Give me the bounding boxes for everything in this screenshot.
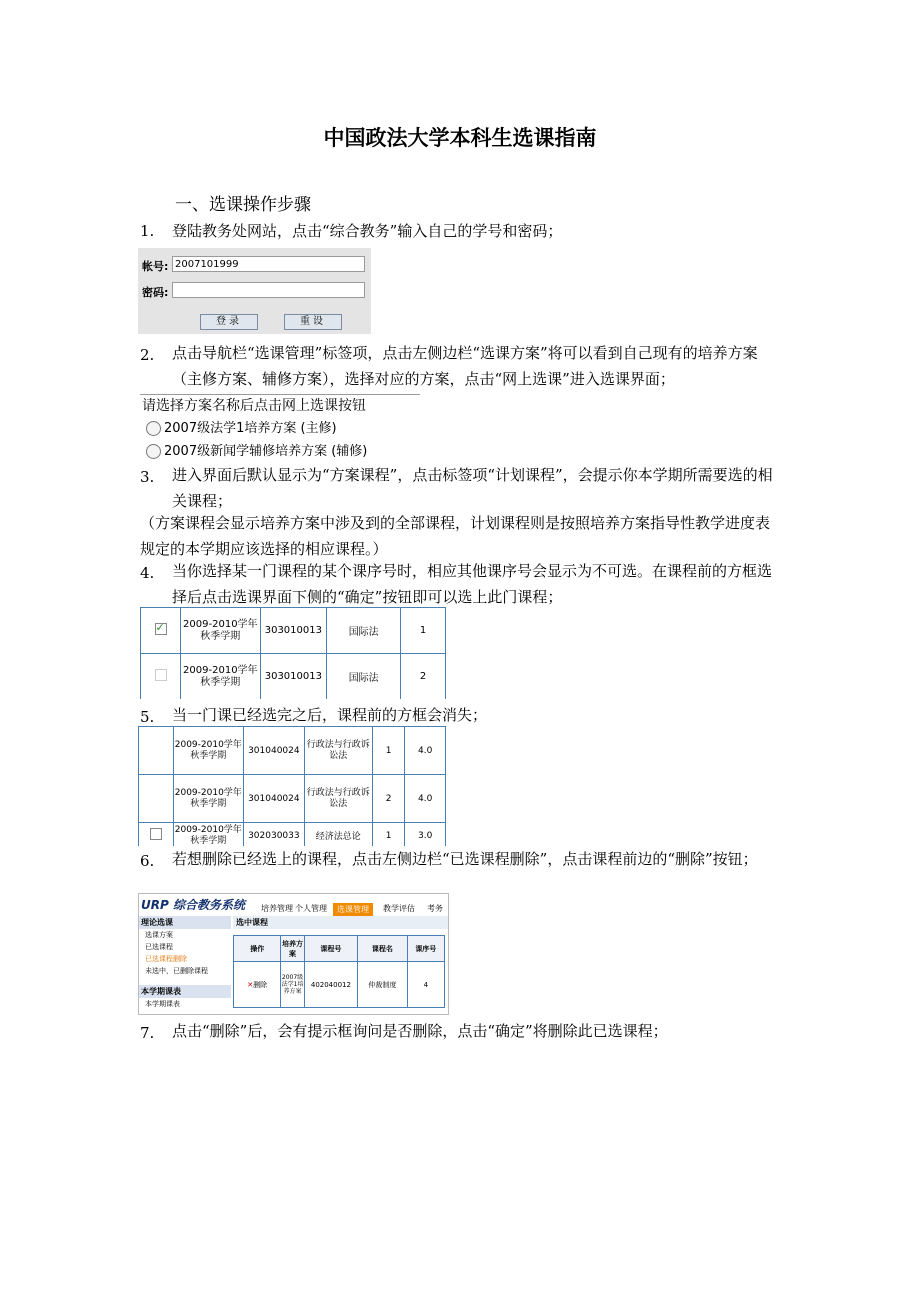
seq-cell: 1 <box>401 608 446 654</box>
selected-course-table-screenshot <box>138 726 446 846</box>
credit-cell: 4.0 <box>405 727 446 775</box>
nav-tab-evaluation[interactable]: 教学评估 <box>383 904 415 913</box>
course-table-screenshot <box>140 607 446 699</box>
seq-cell: 4 <box>407 962 444 1008</box>
seq-cell: 2 <box>372 775 405 823</box>
page-title: 中国政法大学本科生选课指南 <box>323 126 597 150</box>
checkbox-cell <box>139 775 174 823</box>
account-field[interactable]: 2007101999 <box>172 256 365 272</box>
course-code-cell: 402040012 <box>304 962 358 1008</box>
course-code-cell: 303010013 <box>260 608 327 654</box>
nav-tab-exam[interactable]: 考务 <box>427 904 443 913</box>
login-form-screenshot <box>138 248 371 334</box>
step-number: 4. <box>140 564 155 582</box>
step-number: 1. <box>140 222 155 240</box>
credit-cell: 3.0 <box>405 823 446 847</box>
sidebar-section-title: 理论选课 <box>139 916 231 929</box>
step-number: 6. <box>140 852 155 870</box>
col-header-action: 操作 <box>234 936 281 962</box>
step-number: 2. <box>140 346 155 364</box>
radio-icon[interactable] <box>146 421 161 436</box>
checkbox-cell <box>139 727 174 775</box>
course-code-cell: 301040024 <box>243 727 304 775</box>
reset-button[interactable]: 重设 <box>284 314 342 330</box>
nav-tab-training[interactable]: 培养管理 <box>261 904 293 913</box>
note-text: （方案课程会显示培养方案中涉及到的全部课程，计划课程则是按照培养方案指导性教学进度表规定的本学期应该选择的相应课程。） <box>140 514 771 558</box>
sidebar-item-delete[interactable]: 已选课程删除 <box>145 955 187 963</box>
step-number: 7. <box>140 1024 155 1042</box>
sidebar-item-timetable[interactable]: 本学期课表 <box>145 1000 180 1008</box>
login-button[interactable]: 登录 <box>200 314 258 330</box>
step-text: 当一门课已经选完之后，课程前的方框会消失； <box>172 706 488 724</box>
nav-tab-course-select[interactable]: 选课管理 <box>333 903 373 916</box>
step-text: 点击导航栏“选课管理”标签项，点击左侧边栏“选课方案”将可以看到自己现有的培养方案（主修方案、辅修方案），选择对应的方案，点击“网上选课”进入选课界面； <box>172 344 758 388</box>
term-cell: 2009-2010学年秋季学期 <box>173 823 243 847</box>
step-text: 当你选择某一门课程的某个课序号时，相应其他课序号会显示为不可选。在课程前的方框选择后点击选课界面下侧的“确定”按钮即可以选上此门课程； <box>172 562 773 606</box>
course-name-cell: 仲裁制度 <box>358 962 407 1008</box>
radio-icon[interactable] <box>146 444 161 459</box>
sidebar-item-selected[interactable]: 已选课程 <box>145 943 173 951</box>
term-cell: 2009-2010学年秋季学期 <box>173 775 243 823</box>
seq-cell: 2 <box>401 654 446 700</box>
plan-option-label: 2007级新闻学辅修培养方案 (辅修) <box>164 444 368 459</box>
panel-title: 选中课程 <box>233 916 448 929</box>
course-code-cell: 301040024 <box>243 775 304 823</box>
checkbox-icon[interactable] <box>150 828 162 840</box>
urp-main-panel <box>233 916 448 1014</box>
course-code-cell: 302030033 <box>243 823 304 847</box>
seq-cell: 1 <box>372 823 405 847</box>
urp-logo: URP 综合教务系统 <box>141 898 245 912</box>
course-name-cell: 国际法 <box>327 608 401 654</box>
urp-topbar <box>139 894 448 914</box>
urp-system-screenshot <box>138 893 449 1015</box>
password-label: 密码: <box>142 286 169 299</box>
checkbox-checked-icon[interactable] <box>155 623 167 635</box>
col-header-seq: 课序号 <box>407 936 444 962</box>
step-number: 3. <box>140 468 155 486</box>
plan-select-screenshot <box>140 394 420 463</box>
step-text: 登陆教务处网站，点击“综合教务”输入自己的学号和密码； <box>172 222 563 240</box>
term-cell: 2009-2010学年秋季学期 <box>181 654 260 700</box>
step-number: 5. <box>140 708 155 726</box>
col-header-name: 课程名 <box>358 936 407 962</box>
course-name-cell: 国际法 <box>327 654 401 700</box>
sidebar-section-title: 本学期课表 <box>139 985 231 998</box>
nav-tab-personal[interactable]: 个人管理 <box>295 904 327 913</box>
plan-cell: 2007级法学1培养方案 <box>281 962 304 1008</box>
course-name-cell: 经济法总论 <box>304 823 372 847</box>
section-heading: 一、选课操作步骤 <box>175 195 311 215</box>
account-label: 帐号: <box>142 260 169 273</box>
plan-option[interactable] <box>146 417 337 436</box>
term-cell: 2009-2010学年秋季学期 <box>173 727 243 775</box>
col-header-code: 课程号 <box>304 936 358 962</box>
plan-select-header: 请选择方案名称后点击网上选课按钮 <box>142 398 366 414</box>
checkbox-cell[interactable] <box>141 608 181 654</box>
step-text: 点击“删除”后，会有提示框询问是否删除，点击“确定”将删除此已选课程； <box>172 1022 668 1040</box>
plan-option[interactable] <box>146 440 367 459</box>
col-header-plan: 培养方案 <box>281 936 304 962</box>
checkbox-cell <box>141 654 181 700</box>
term-cell: 2009-2010学年秋季学期 <box>181 608 260 654</box>
checkbox-disabled-icon <box>155 669 167 681</box>
course-code-cell: 303010013 <box>260 654 327 700</box>
checkbox-cell[interactable] <box>139 823 174 847</box>
seq-cell: 1 <box>372 727 405 775</box>
course-name-cell: 行政法与行政诉讼法 <box>304 727 372 775</box>
delete-label: 删除 <box>253 980 268 989</box>
delete-button[interactable] <box>234 962 281 1008</box>
course-name-cell: 行政法与行政诉讼法 <box>304 775 372 823</box>
urp-sidebar <box>139 916 231 1014</box>
delete-x-icon: ✕ <box>247 980 254 989</box>
step-text: 进入界面后默认显示为“方案课程”，点击标签项“计划课程”，会提示你本学期所需要选的相关课程； <box>172 466 773 510</box>
sidebar-item-plan[interactable]: 选课方案 <box>145 931 173 939</box>
credit-cell: 4.0 <box>405 775 446 823</box>
plan-option-label: 2007级法学1培养方案 (主修) <box>164 421 337 436</box>
step-text: 若想删除已经选上的课程，点击左侧边栏“已选课程删除”，点击课程前边的“删除”按钮； <box>172 850 758 868</box>
sidebar-item-unselected[interactable]: 未选中，已删除课程 <box>145 967 208 975</box>
password-field[interactable] <box>172 282 365 298</box>
